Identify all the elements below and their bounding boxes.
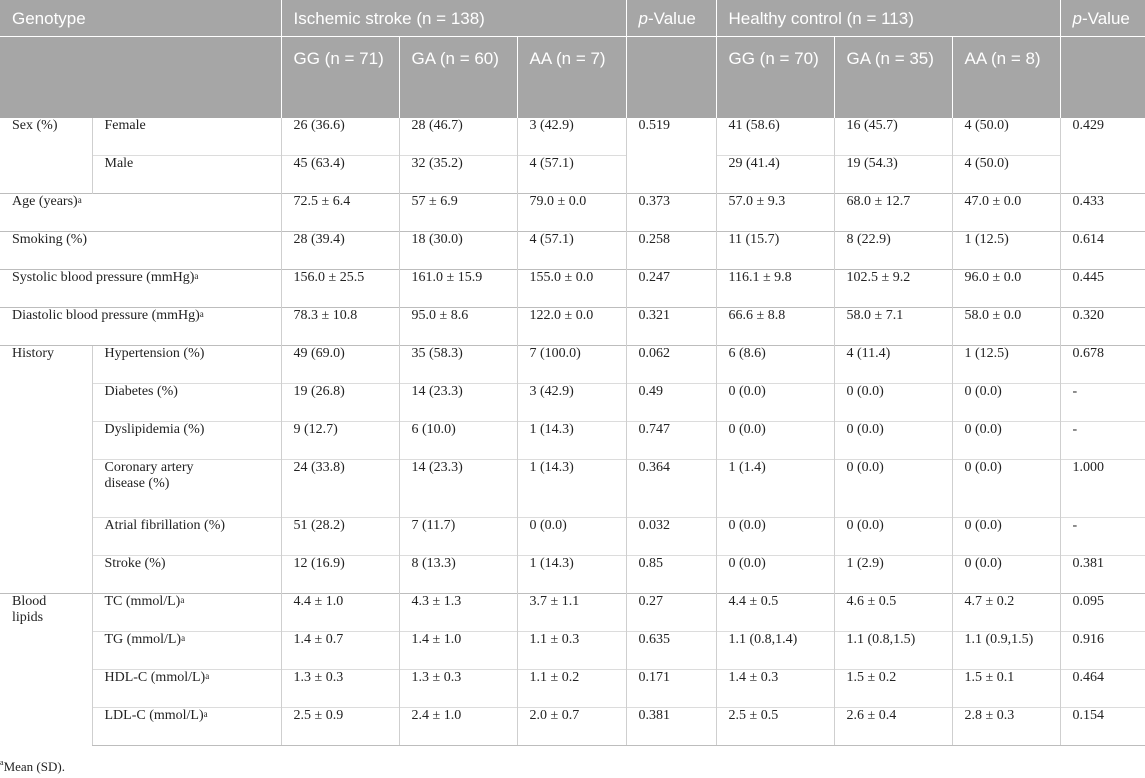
- healthy-control-header: Healthy control (n = 113): [716, 0, 1060, 36]
- pvalue-cell: 0.433: [1060, 193, 1145, 231]
- pvalue-header-1: p-Value: [626, 0, 716, 36]
- pvalue-cell: 0.381: [1060, 555, 1145, 593]
- cell: 4.7 ± 0.2: [952, 593, 1060, 631]
- cell: 2.5 ± 0.5: [716, 707, 834, 745]
- section-smoking: Smoking (%): [0, 231, 281, 269]
- pvalue-cell: 0.247: [626, 269, 716, 307]
- cell: 0 (0.0): [834, 459, 952, 517]
- cell: 1.4 ± 1.0: [399, 631, 517, 669]
- g1-aa-header: AA (n = 7): [517, 36, 626, 118]
- cell: 57 ± 6.9: [399, 193, 517, 231]
- cell: 51 (28.2): [281, 517, 399, 555]
- cell: 1 (14.3): [517, 459, 626, 517]
- row-label-male: Male: [92, 155, 281, 193]
- pvalue-cell: 0.519: [626, 118, 716, 193]
- cell: 1.1 ± 0.3: [517, 631, 626, 669]
- cell: 18 (30.0): [399, 231, 517, 269]
- cell: 0 (0.0): [952, 517, 1060, 555]
- row-label-tg: TG (mmol/L)$^a$: [92, 631, 281, 669]
- cell: 79.0 ± 0.0: [517, 193, 626, 231]
- cell: 122.0 ± 0.0: [517, 307, 626, 345]
- section-sbp: Systolic blood pressure (mmHg)$^a$: [0, 269, 281, 307]
- cell: 2.6 ± 0.4: [834, 707, 952, 745]
- cell: 1 (14.3): [517, 421, 626, 459]
- g2-aa-header: AA (n = 8): [952, 36, 1060, 118]
- cell: 4 (50.0): [952, 118, 1060, 155]
- pvalue-header-2: p-Value: [1060, 0, 1145, 36]
- pvalue-cell: 0.614: [1060, 231, 1145, 269]
- cell: 156.0 ± 25.5: [281, 269, 399, 307]
- cell: 2.5 ± 0.9: [281, 707, 399, 745]
- section-sex: Sex (%): [12, 118, 58, 133]
- cell: 0 (0.0): [716, 383, 834, 421]
- cell: 1 (12.5): [952, 345, 1060, 383]
- cell: 1.1 (0.8,1.5): [834, 631, 952, 669]
- row-label-af: Atrial fibrillation (%): [92, 517, 281, 555]
- genotype-header: Genotype: [0, 0, 281, 36]
- pvalue-cell: 0.635: [626, 631, 716, 669]
- pvalue-cell: -: [1060, 517, 1145, 555]
- section-history: History: [0, 345, 92, 593]
- cell: 3.7 ± 1.1: [517, 593, 626, 631]
- pvalue-cell: 0.747: [626, 421, 716, 459]
- cell: 96.0 ± 0.0: [952, 269, 1060, 307]
- pvalue-cell: 0.062: [626, 345, 716, 383]
- cell: 78.3 ± 10.8: [281, 307, 399, 345]
- cell: 155.0 ± 0.0: [517, 269, 626, 307]
- cell: 4.6 ± 0.5: [834, 593, 952, 631]
- cell: 16 (45.7): [834, 118, 952, 155]
- g1-ga-header: GA (n = 60): [399, 36, 517, 118]
- pvalue-cell: -: [1060, 383, 1145, 421]
- cell: 4.4 ± 0.5: [716, 593, 834, 631]
- cell: 66.6 ± 8.8: [716, 307, 834, 345]
- cell: 4.4 ± 1.0: [281, 593, 399, 631]
- cell: 58.0 ± 7.1: [834, 307, 952, 345]
- cell: 0 (0.0): [716, 421, 834, 459]
- pvalue-cell: 0.095: [1060, 593, 1145, 631]
- cell: 0 (0.0): [834, 517, 952, 555]
- section-lipids: Blood lipids: [0, 593, 92, 745]
- cell: 6 (10.0): [399, 421, 517, 459]
- pvalue-header-blank-2: [1060, 36, 1145, 118]
- section-dbp: Diastolic blood pressure (mmHg)$^a$: [0, 307, 281, 345]
- cell: 29 (41.4): [716, 155, 834, 193]
- pvalue-cell: -: [1060, 421, 1145, 459]
- g2-ga-header: GA (n = 35): [834, 36, 952, 118]
- cell: 1.4 ± 0.7: [281, 631, 399, 669]
- pvalue-cell: 0.364: [626, 459, 716, 517]
- cell: 1 (2.9): [834, 555, 952, 593]
- pvalue-cell: 0.258: [626, 231, 716, 269]
- cell: 57.0 ± 9.3: [716, 193, 834, 231]
- g2-gg-header: GG (n = 70): [716, 36, 834, 118]
- g1-gg-header: GG (n = 71): [281, 36, 399, 118]
- pvalue-cell: 0.032: [626, 517, 716, 555]
- cell: 102.5 ± 9.2: [834, 269, 952, 307]
- cell: 14 (23.3): [399, 383, 517, 421]
- cell: 4 (57.1): [517, 231, 626, 269]
- cell: 1.5 ± 0.1: [952, 669, 1060, 707]
- cell: 35 (58.3): [399, 345, 517, 383]
- cell: 1.1 (0.9,1.5): [952, 631, 1060, 669]
- cell: 2.0 ± 0.7: [517, 707, 626, 745]
- pvalue-cell: 0.320: [1060, 307, 1145, 345]
- pvalue-cell: 0.49: [626, 383, 716, 421]
- cell: 8 (13.3): [399, 555, 517, 593]
- cell: 11 (15.7): [716, 231, 834, 269]
- cell: 2.4 ± 1.0: [399, 707, 517, 745]
- genotype-header-blank: [0, 36, 281, 118]
- pvalue-cell: 0.171: [626, 669, 716, 707]
- cell: 47.0 ± 0.0: [952, 193, 1060, 231]
- cell: 1 (1.4): [716, 459, 834, 517]
- cell: 116.1 ± 9.8: [716, 269, 834, 307]
- pvalue-cell: 1.000: [1060, 459, 1145, 517]
- cell: 24 (33.8): [281, 459, 399, 517]
- cell: 7 (11.7): [399, 517, 517, 555]
- pvalue-cell: 0.464: [1060, 669, 1145, 707]
- cell: 49 (69.0): [281, 345, 399, 383]
- cell: 1.3 ± 0.3: [281, 669, 399, 707]
- cell: 0 (0.0): [952, 383, 1060, 421]
- cell: 0 (0.0): [952, 459, 1060, 517]
- row-label-dyslipidemia: Dyslipidemia (%): [92, 421, 281, 459]
- cell: 14 (23.3): [399, 459, 517, 517]
- pvalue-cell: 0.373: [626, 193, 716, 231]
- table-footnote: $^a$Mean (SD).: [0, 758, 65, 774]
- cell: 68.0 ± 12.7: [834, 193, 952, 231]
- row-label-tc: TC (mmol/L)$^a$: [92, 593, 281, 631]
- cell: 1.1 ± 0.2: [517, 669, 626, 707]
- cell: 19 (54.3): [834, 155, 952, 193]
- cell: 0 (0.0): [834, 383, 952, 421]
- cell: 0 (0.0): [952, 555, 1060, 593]
- cell: 26 (36.6): [281, 118, 399, 155]
- cell: 1 (12.5): [952, 231, 1060, 269]
- row-label-ldl: LDL-C (mmol/L)$^a$: [92, 707, 281, 745]
- cell: 19 (26.8): [281, 383, 399, 421]
- cell: 0 (0.0): [952, 421, 1060, 459]
- row-label-diabetes: Diabetes (%): [92, 383, 281, 421]
- cell: 95.0 ± 8.6: [399, 307, 517, 345]
- cell: 0 (0.0): [716, 555, 834, 593]
- cell: 41 (58.6): [716, 118, 834, 155]
- pvalue-cell: 0.154: [1060, 707, 1145, 745]
- pvalue-cell: 0.85: [626, 555, 716, 593]
- row-label-hypertension: Hypertension (%): [92, 345, 281, 383]
- cell: 1.1 (0.8,1.4): [716, 631, 834, 669]
- row-label-female: Female: [92, 118, 281, 155]
- pvalue-cell: 0.27: [626, 593, 716, 631]
- cell: 1.3 ± 0.3: [399, 669, 517, 707]
- cell: 28 (39.4): [281, 231, 399, 269]
- section-age: Age (years)$^a$: [0, 193, 281, 231]
- cell: 0 (0.0): [834, 421, 952, 459]
- cell: 3 (42.9): [517, 118, 626, 155]
- pvalue-cell: 0.445: [1060, 269, 1145, 307]
- cell: 12 (16.9): [281, 555, 399, 593]
- cell: 1.4 ± 0.3: [716, 669, 834, 707]
- cell: 4 (57.1): [517, 155, 626, 193]
- cell: 0 (0.0): [517, 517, 626, 555]
- pvalue-cell: 0.429: [1060, 118, 1145, 193]
- cell: 0 (0.0): [716, 517, 834, 555]
- cell: 6 (8.6): [716, 345, 834, 383]
- cell: 45 (63.4): [281, 155, 399, 193]
- cell: 7 (100.0): [517, 345, 626, 383]
- pvalue-cell: 0.916: [1060, 631, 1145, 669]
- cell: 28 (46.7): [399, 118, 517, 155]
- cell: 1 (14.3): [517, 555, 626, 593]
- cell: 9 (12.7): [281, 421, 399, 459]
- ischemic-stroke-header: Ischemic stroke (n = 138): [281, 0, 626, 36]
- cell: 4 (50.0): [952, 155, 1060, 193]
- cell: 4.3 ± 1.3: [399, 593, 517, 631]
- pvalue-cell: 0.321: [626, 307, 716, 345]
- pvalue-cell: 0.678: [1060, 345, 1145, 383]
- cell: 4 (11.4): [834, 345, 952, 383]
- row-label-stroke: Stroke (%): [92, 555, 281, 593]
- row-label-hdl: HDL-C (mmol/L)$^a$: [92, 669, 281, 707]
- row-label-cad: Coronary artery disease (%): [92, 459, 281, 517]
- cell: 161.0 ± 15.9: [399, 269, 517, 307]
- pvalue-cell: 0.381: [626, 707, 716, 745]
- cell: 1.5 ± 0.2: [834, 669, 952, 707]
- cell: 2.8 ± 0.3: [952, 707, 1060, 745]
- cell: 72.5 ± 6.4: [281, 193, 399, 231]
- pvalue-header-blank-1: [626, 36, 716, 118]
- cell: 3 (42.9): [517, 383, 626, 421]
- cell: 58.0 ± 0.0: [952, 307, 1060, 345]
- cell: 32 (35.2): [399, 155, 517, 193]
- cell: 8 (22.9): [834, 231, 952, 269]
